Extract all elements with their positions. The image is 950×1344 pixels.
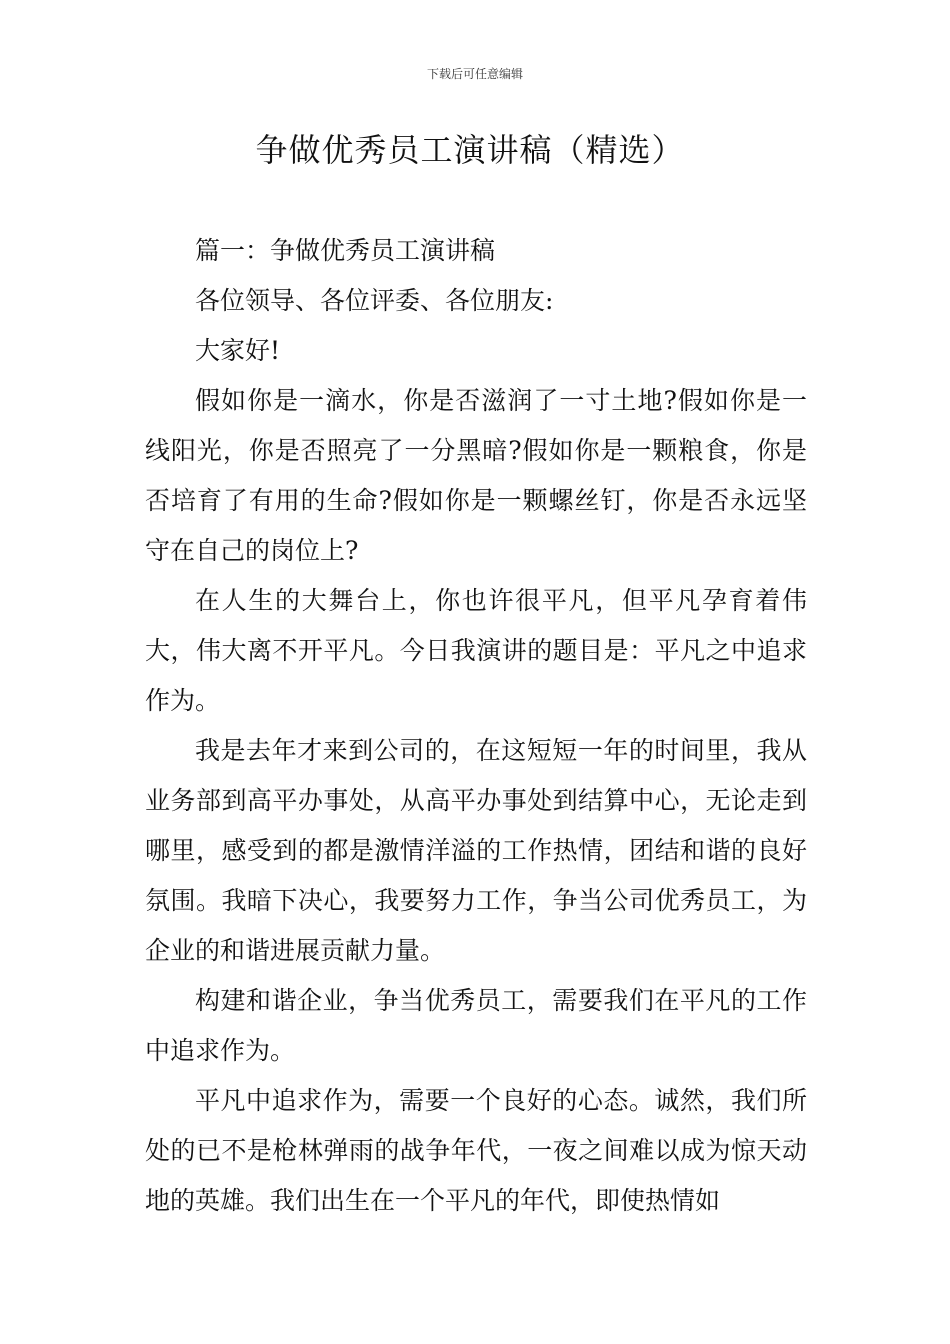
paragraph-salutation: 各位领导、各位评委、各位朋友: bbox=[195, 286, 554, 315]
paragraph: 构建和谐企业，争当优秀员工，需要我们在平凡的工作中追求作为。 bbox=[145, 986, 807, 1065]
paragraph: 我是去年才来到公司的，在这短短一年的时间里，我从业务部到高平办事处，从高平办事处到结算中心，无论走到哪里，感受到的都是激情洋溢的工作热情，团结和谐的良好氛围。我暗下决心，我要努力工作，争当公司优秀员工，为企业的和谐进展贡献力量。 bbox=[145, 736, 807, 965]
paragraph: 平凡中追求作为，需要一个良好的心态。诚然，我们所处的已不是枪林弹雨的战争年代，一夜之间难以成为惊天动地的英雄。我们出生在一个平凡的年代，即使热情如 bbox=[145, 1086, 807, 1215]
paragraph: 假如你是一滴水，你是否滋润了一寸土地?假如你是一线阳光，你是否照亮了一分黑暗?假如你是一颗粮食，你是否培育了有用的生命?假如你是一颗螺丝钉，你是否永远坚守在自己的岗位上? bbox=[145, 386, 807, 565]
header-note: 下载后可任意编辑 bbox=[426, 67, 523, 81]
paragraph-greeting: 大家好! bbox=[195, 336, 281, 365]
document-body bbox=[145, 226, 807, 1226]
paragraph-section-heading: 篇一：争做优秀员工演讲稿 bbox=[195, 236, 496, 265]
paragraph: 在人生的大舞台上，你也许很平凡，但平凡孕育着伟大，伟大离不开平凡。今日我演讲的题目是：平凡之中追求作为。 bbox=[145, 586, 807, 715]
document-title: 争做优秀员工演讲稿（精选） bbox=[255, 131, 685, 169]
